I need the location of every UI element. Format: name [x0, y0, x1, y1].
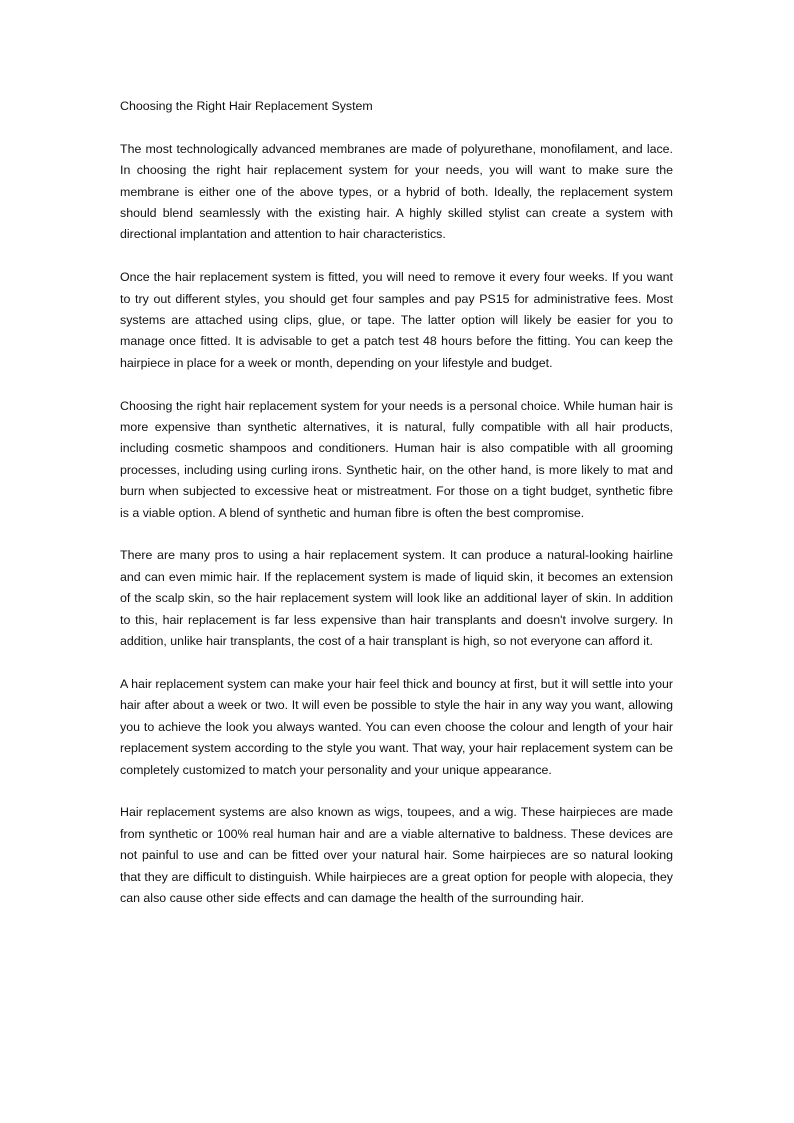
paragraph-6: Hair replacement systems are also known as wigs, toupees, and a wig. These hairpieces are made from synthetic or 100% real human hair and are a viable alternative to baldness. These devices are not painful to use and can be fitted over your natural hair. Some hairpieces are so natural looking that they are difficult to distinguish. While hairpieces are a great option for people with alopecia, they can also cause other side effects and can damage the health of the surrounding hair.: [120, 805, 673, 905]
paragraph-3: Choosing the right hair replacement system for your needs is a personal choice. While human hair is more expensive than synthetic alternatives, it is natural, fully compatible with all hair products, including cosmetic shampoos and conditioners. Human hair is also compatible with all grooming processes, including using curling irons. Synthetic hair, on the other hand, is more likely to mat and burn when subjected to excessive heat or mistreatment. For those on a tight budget, synthetic fibre is a viable option. A blend of synthetic and human fibre is often the best compromise.: [120, 398, 673, 520]
document-title: Choosing the Right Hair Replacement System: [120, 99, 373, 113]
paragraph-4: There are many pros to using a hair replacement system. It can produce a natural-looking hairline and can even mimic hair. If the replacement system is made of liquid skin, it becomes an extension of the scalp skin, so the hair replacement system will look like an additional layer of skin. In addition to this, hair replacement is far less expensive than hair transplants and doesn't involve surgery. In addition, unlike hair transplants, the cost of a hair transplant is high, so not everyone can afford it.: [120, 548, 673, 649]
paragraph-5: A hair replacement system can make your hair feel thick and bouncy at first, but it will settle into your hair after about a week or two. It will even be possible to style the hair in any way you want, allowing you to achieve the look you always wanted. You can even choose the colour and length of your hair replacement system according to the style you want. That way, your hair replacement system can be completely customized to match your personality and your unique appearance.: [120, 676, 673, 777]
paragraph-2: Once the hair replacement system is fitted, you will need to remove it every four weeks. If you want to try out different styles, you should get four samples and pay PS15 for administrative fees. Most systems are attached using clips, glue, or tape. The latter option will likely be easier for you to manage once fitted. It is advisable to get a patch test 48 hours before the fitting. You can keep the hairpiece in place for a week or month, depending on your lifestyle and budget.: [120, 270, 673, 370]
paragraph-1: The most technologically advanced membranes are made of polyurethane, monofilament, and lace. In choosing the right hair replacement system for your needs, you will want to make sure the membrane is either one of the above types, or a hybrid of both. Ideally, the replacement system should blend seamlessly with the existing hair. A highly skilled stylist can create a system with directional implantation and attention to hair characteristics.: [120, 141, 673, 242]
document-body: [120, 96, 673, 931]
